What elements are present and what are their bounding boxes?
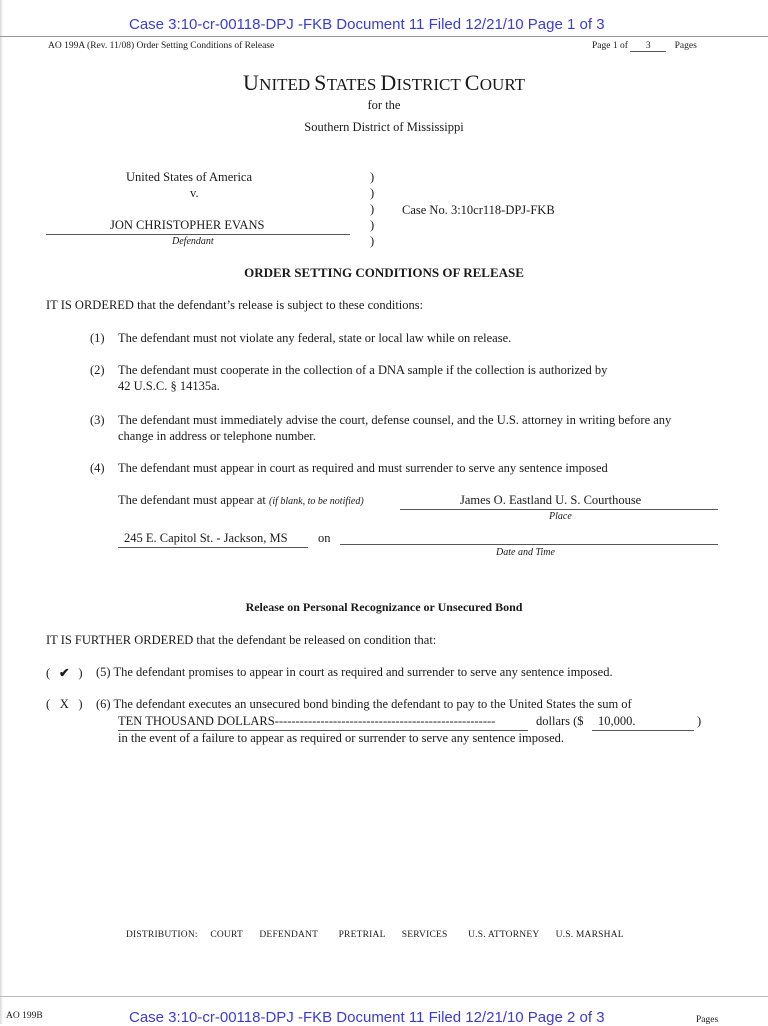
filing-stamp-bottom: Case 3:10-cr-00118-DPJ -FKB Document 11 Filed 12/21/10 Page 2 of 3 bbox=[129, 1009, 605, 1026]
bond-amount-words: TEN THOUSAND DOLLARS----------------------------------------------------- bbox=[118, 714, 496, 728]
caption-paren: ) bbox=[370, 186, 375, 200]
condition-text: The defendant must cooperate in the collection of a DNA sample if the collection is authorized by bbox=[118, 363, 608, 377]
release-checkbox-6: ( X ) bbox=[46, 697, 83, 711]
plaintiff-name: United States of America bbox=[126, 170, 253, 184]
bottom-form-id: AO 199B bbox=[6, 1011, 43, 1021]
condition-text: The defendant must not violate any federal, state or local law while on release. bbox=[118, 331, 512, 345]
release-checkbox-5: ( ✔ ) bbox=[46, 666, 83, 680]
datetime-line bbox=[340, 544, 718, 545]
distribution-item: U.S. MARSHAL bbox=[555, 930, 624, 940]
release-condition-text: in the event of a failure to appear as required or surrender to serve any sentence imposed. bbox=[118, 731, 564, 745]
caption-paren: ) bbox=[370, 218, 375, 232]
appear-label: The defendant must appear at (if blank, to be notified) bbox=[118, 493, 364, 507]
for-the: for the bbox=[367, 98, 401, 112]
condition-text: The defendant must appear in court as required and must surrender to serve any sentence imposed bbox=[118, 461, 608, 475]
place-label: Place bbox=[549, 511, 572, 522]
defendant-label: Defendant bbox=[172, 236, 214, 247]
distribution-item: U.S. ATTORNEY bbox=[468, 930, 540, 940]
condition-text: The defendant must immediately advise the court, defense counsel, and the U.S. attorney in writing before any bbox=[118, 413, 672, 427]
page-total: 3 bbox=[630, 41, 666, 52]
place-line bbox=[400, 509, 718, 510]
defendant-name: JON CHRISTOPHER EVANS bbox=[110, 218, 265, 232]
page-suffix: Pages bbox=[674, 41, 697, 51]
condition-text: 42 U.S.C. § 14135a. bbox=[118, 379, 220, 393]
caption-paren: ) bbox=[370, 202, 375, 216]
page-of bbox=[592, 41, 697, 52]
district-name: Southern District of Mississippi bbox=[304, 120, 464, 134]
order-heading: ORDER SETTING CONDITIONS OF RELEASE bbox=[244, 265, 524, 280]
condition-number: (2) bbox=[90, 363, 105, 377]
further-ordered: IT IS FURTHER ORDERED that the defendant be released on condition that: bbox=[46, 633, 437, 647]
case-number: Case No. 3:10cr118-DPJ-FKB bbox=[402, 203, 555, 217]
court-title: UNITED STATES DISTRICT COURT bbox=[242, 70, 526, 95]
appear-hint: (if blank, to be notified) bbox=[268, 496, 364, 507]
caption-paren: ) bbox=[370, 234, 375, 248]
release-condition-text: (6) The defendant executes an unsecured bond binding the defendant to pay to the United States the sum of bbox=[96, 697, 632, 711]
distribution-label: DISTRIBUTION: bbox=[126, 930, 198, 940]
condition-number: (3) bbox=[90, 413, 105, 427]
caption-paren: ) bbox=[370, 170, 375, 184]
condition-number: (1) bbox=[90, 331, 105, 345]
versus: v. bbox=[190, 186, 199, 200]
on-label: on bbox=[318, 531, 331, 545]
place-value: James O. Eastland U. S. Courthouse bbox=[460, 493, 642, 507]
address-value: 245 E. Capitol St. - Jackson, MS bbox=[124, 531, 288, 545]
distribution-item: SERVICES bbox=[401, 930, 448, 940]
bottom-pages: Pages bbox=[696, 1015, 719, 1025]
release-heading: Release on Personal Recognizance or Unsecured Bond bbox=[245, 600, 523, 614]
address-line bbox=[118, 547, 308, 548]
datetime-label: Date and Time bbox=[496, 547, 555, 558]
page-of-label: Page 1 of bbox=[592, 41, 628, 51]
distribution-item: COURT bbox=[210, 930, 243, 940]
distribution-item: PRETRIAL bbox=[338, 930, 386, 940]
check-mark-icon: ✔ bbox=[59, 666, 70, 680]
defendant-line bbox=[46, 234, 350, 235]
amount-close-paren: ) bbox=[697, 714, 702, 728]
dollars-label: dollars ($ bbox=[536, 714, 584, 728]
ordered-intro: IT IS ORDERED that the defendant’s release is subject to these conditions: bbox=[46, 298, 424, 312]
amount-line bbox=[592, 730, 694, 731]
condition-number: (4) bbox=[90, 461, 105, 475]
header-divider bbox=[0, 36, 768, 37]
distribution-list bbox=[126, 930, 624, 940]
x-mark-icon: X bbox=[59, 697, 69, 711]
filing-stamp-top: Case 3:10-cr-00118-DPJ -FKB Document 11 Filed 12/21/10 Page 1 of 3 bbox=[129, 16, 605, 33]
bond-amount: 10,000. bbox=[598, 714, 636, 728]
form-id: AO 199A (Rev. 11/08) Order Setting Conditions of Release bbox=[48, 41, 275, 51]
scan-edge bbox=[0, 0, 3, 1024]
condition-text: change in address or telephone number. bbox=[118, 429, 316, 443]
distribution-item: DEFENDANT bbox=[259, 930, 318, 940]
release-condition-text: (5) The defendant promises to appear in court as required and surrender to serve any sentence imposed. bbox=[96, 665, 613, 679]
footer-divider bbox=[0, 996, 768, 997]
